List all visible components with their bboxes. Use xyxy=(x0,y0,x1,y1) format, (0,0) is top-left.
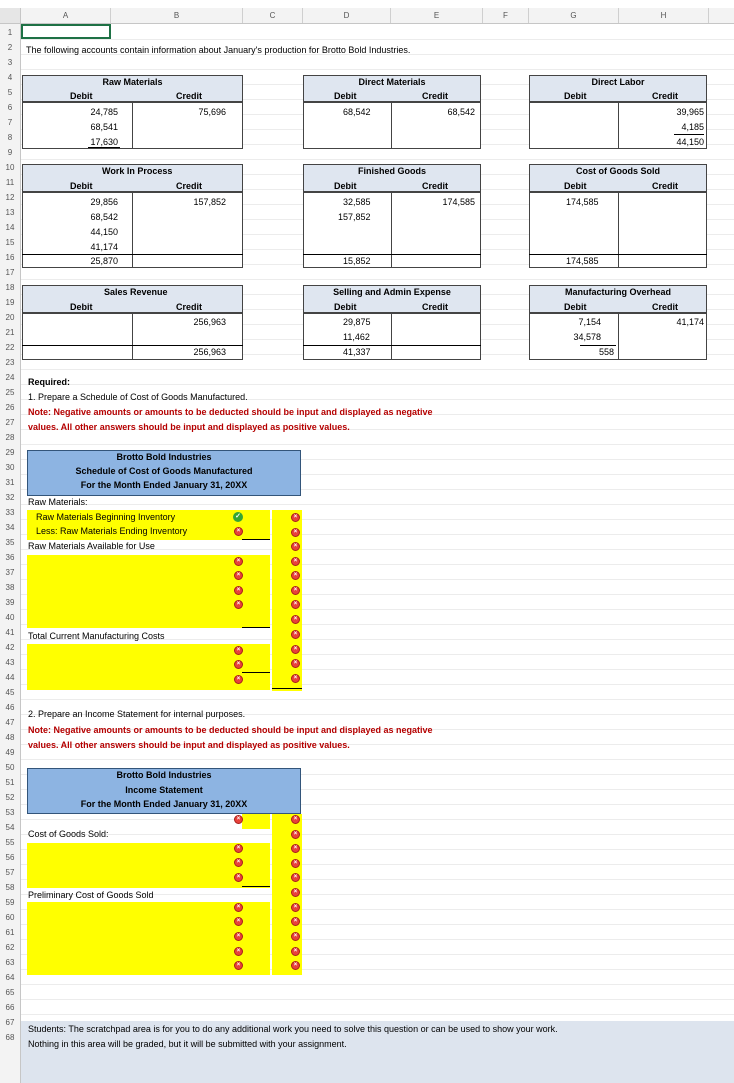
selling-admin-debit-2: 11,462 xyxy=(343,332,370,342)
row-gridline xyxy=(21,759,734,760)
x-circle-icon: × xyxy=(234,675,243,684)
row-gridline xyxy=(21,999,734,1000)
x-circle-icon: × xyxy=(234,932,243,941)
raw-materials-debit-2: 68,541 xyxy=(90,122,118,132)
question-2-text: 2. Prepare an Income Statement for internal purposes. xyxy=(28,709,246,719)
select-all-corner[interactable] xyxy=(0,8,21,23)
x-circle-icon: × xyxy=(291,859,300,868)
row-number[interactable]: 65 xyxy=(5,988,15,997)
raw-materials-underline xyxy=(88,147,120,148)
row-number[interactable]: 1 xyxy=(7,28,13,37)
x-circle-icon: × xyxy=(234,571,243,580)
row-number[interactable]: 19 xyxy=(5,298,15,307)
income-revenue-col1[interactable] xyxy=(242,814,270,829)
row-number[interactable]: 54 xyxy=(5,823,15,832)
direct-labor-credit-2: 4,185 xyxy=(681,122,704,132)
finished-goods-debit-1: 32,585 xyxy=(343,197,371,207)
row-number[interactable]: 21 xyxy=(5,328,15,337)
row-gridline xyxy=(21,504,734,505)
row-number[interactable]: 53 xyxy=(5,808,15,817)
row-gridline xyxy=(21,369,734,370)
schedule-underline-2 xyxy=(242,627,270,628)
row-number[interactable]: 11 xyxy=(5,178,15,187)
x-circle-icon: × xyxy=(291,557,300,566)
mfg-overhead-debit-1: 7,154 xyxy=(578,317,601,327)
x-circle-icon: × xyxy=(291,659,300,668)
row-number[interactable]: 60 xyxy=(5,913,15,922)
x-circle-icon: × xyxy=(234,660,243,669)
sales-revenue-debit-label: Debit xyxy=(70,302,93,312)
raw-materials-credit-label: Credit xyxy=(176,91,203,101)
row-number[interactable]: 34 xyxy=(5,523,15,532)
direct-materials-credit-label: Credit xyxy=(422,91,449,101)
raw-materials-credit-1: 75,696 xyxy=(198,107,226,117)
row-number[interactable]: 20 xyxy=(5,313,15,322)
row-number[interactable]: 57 xyxy=(5,868,15,877)
row-number[interactable]: 29 xyxy=(5,448,15,457)
row-number[interactable]: 36 xyxy=(5,553,15,562)
direct-materials-credit-1: 68,542 xyxy=(447,107,475,117)
row-number[interactable]: 46 xyxy=(5,703,15,712)
mfg-overhead-credit-label: Credit xyxy=(652,302,679,312)
x-circle-icon: × xyxy=(291,674,300,683)
row-number[interactable]: 44 xyxy=(5,673,15,682)
column-header-e[interactable]: E xyxy=(391,8,483,23)
check-circle-icon: ✓ xyxy=(233,512,243,522)
wip-debit-3: 44,150 xyxy=(90,227,118,237)
row-number[interactable]: 48 xyxy=(5,733,15,742)
scratchpad-line-1: Students: The scratchpad area is for you to do any additional work you need to solve this question or can be used to show your work. xyxy=(28,1024,558,1034)
question-1-text: 1. Prepare a Schedule of Cost of Goods Manufactured. xyxy=(28,392,248,402)
wip-debit-4: 41,174 xyxy=(90,242,118,252)
x-circle-icon: × xyxy=(291,815,300,824)
column-header-a[interactable]: A xyxy=(21,8,111,23)
cogs-debit-2: 174,585 xyxy=(566,256,599,266)
x-circle-icon: × xyxy=(234,961,243,970)
row-number[interactable]: 61 xyxy=(5,928,15,937)
x-circle-icon: × xyxy=(291,844,300,853)
schedule-period: For the Month Ended January 31, 20XX xyxy=(80,480,248,490)
direct-labor-credit-3: 44,150 xyxy=(676,137,704,147)
row-number[interactable]: 63 xyxy=(5,958,15,967)
direct-materials-debit-label: Debit xyxy=(334,91,357,101)
sales-revenue-debit-box xyxy=(22,313,133,360)
x-circle-icon: × xyxy=(291,888,300,897)
schedule-underline-1 xyxy=(242,539,270,540)
x-circle-icon: × xyxy=(234,646,243,655)
schedule-rm-available: Raw Materials Available for Use xyxy=(28,541,155,551)
row-number[interactable]: 50 xyxy=(5,763,15,772)
x-circle-icon: × xyxy=(234,815,243,824)
row-number[interactable]: 42 xyxy=(5,643,15,652)
selling-admin-debit-1: 29,875 xyxy=(343,317,371,327)
income-cogs-label: Cost of Goods Sold: xyxy=(28,829,109,839)
x-circle-icon: × xyxy=(291,630,300,639)
selling-admin-total-line xyxy=(303,345,481,346)
finished-goods-debit-label: Debit xyxy=(334,181,357,191)
mfg-overhead-debit-3: 558 xyxy=(598,347,614,357)
direct-labor-debit-box xyxy=(529,102,619,149)
column-header-c[interactable]: C xyxy=(243,8,303,23)
x-circle-icon: × xyxy=(291,542,300,551)
x-circle-icon: × xyxy=(291,961,300,970)
row-number[interactable]: 64 xyxy=(5,973,15,982)
raw-materials-debit-label: Debit xyxy=(70,91,93,101)
sales-revenue-credit-1: 256,963 xyxy=(193,317,226,327)
row-number[interactable]: 18 xyxy=(5,283,15,292)
column-header-f[interactable]: F xyxy=(483,8,529,23)
cogs-debit-label: Debit xyxy=(564,181,587,191)
x-circle-icon: × xyxy=(234,858,243,867)
schedule-raw-materials-label: Raw Materials: xyxy=(28,497,88,507)
row-number[interactable]: 30 xyxy=(5,463,15,472)
x-circle-icon: × xyxy=(291,528,300,537)
x-circle-icon: × xyxy=(234,586,243,595)
note-1-line-2: values. All other answers should be input and displayed as positive values. xyxy=(28,422,350,432)
column-header-h[interactable]: H xyxy=(619,8,709,23)
x-circle-icon: × xyxy=(234,903,243,912)
row-number[interactable]: 45 xyxy=(5,688,15,697)
row-number[interactable]: 13 xyxy=(5,208,15,217)
finished-goods-debit-2: 157,852 xyxy=(338,212,371,222)
direct-materials-debit-1: 68,542 xyxy=(343,107,371,117)
row-number[interactable]: 39 xyxy=(5,598,15,607)
row-number[interactable]: 12 xyxy=(5,193,15,202)
finished-goods-total-line xyxy=(303,254,481,255)
cogs-credit-label: Credit xyxy=(652,181,679,191)
x-circle-icon: × xyxy=(291,903,300,912)
row-gridline xyxy=(21,279,734,280)
note-1-line-1: Note: Negative amounts or amounts to be deducted should be input and displayed as negative xyxy=(28,407,433,417)
x-circle-icon: × xyxy=(234,917,243,926)
selling-admin-debit-label: Debit xyxy=(334,302,357,312)
sales-revenue-title: Sales Revenue xyxy=(104,287,168,297)
row-number[interactable]: 67 xyxy=(5,1018,15,1027)
x-circle-icon: × xyxy=(291,571,300,580)
row-number[interactable]: 15 xyxy=(5,238,15,247)
finished-goods-title: Finished Goods xyxy=(357,166,426,176)
x-circle-icon: × xyxy=(291,873,300,882)
mfg-overhead-debit-label: Debit xyxy=(564,302,587,312)
selected-cell-a1[interactable] xyxy=(21,24,111,39)
finished-goods-debit-3: 15,852 xyxy=(343,256,371,266)
cogs-total-line xyxy=(529,254,707,255)
row-number[interactable]: 8 xyxy=(7,133,13,142)
schedule-title: Schedule of Cost of Goods Manufactured xyxy=(75,466,253,476)
schedule-company: Brotto Bold Industries xyxy=(116,452,212,462)
wip-debit-label: Debit xyxy=(70,181,93,191)
row-number[interactable]: 25 xyxy=(5,388,15,397)
wip-credit-1: 157,852 xyxy=(193,197,226,207)
direct-labor-debit-label: Debit xyxy=(564,91,587,101)
row-gridline xyxy=(21,384,734,385)
x-circle-icon: × xyxy=(291,645,300,654)
row-gridline xyxy=(21,39,734,40)
row-number[interactable]: 6 xyxy=(7,103,13,112)
selling-admin-credit-label: Credit xyxy=(422,302,449,312)
x-circle-icon: × xyxy=(234,844,243,853)
selling-admin-debit-3: 41,337 xyxy=(343,347,371,357)
row-number[interactable]: 14 xyxy=(5,223,15,232)
wip-title: Work In Process xyxy=(102,166,173,176)
schedule-rm-beginning: Raw Materials Beginning Inventory xyxy=(36,512,176,522)
row-number[interactable]: 31 xyxy=(5,478,15,487)
row-number[interactable]: 10 xyxy=(5,163,15,172)
schedule-amount-col1-a[interactable] xyxy=(242,510,270,540)
schedule-underline-4 xyxy=(272,688,302,689)
mfg-overhead-total-line xyxy=(580,345,616,346)
row-number[interactable]: 28 xyxy=(5,433,15,442)
direct-labor-credit-label: Credit xyxy=(652,91,679,101)
direct-labor-underline xyxy=(674,134,704,135)
row-number[interactable]: 41 xyxy=(5,628,15,637)
note-2-line-1: Note: Negative amounts or amounts to be deducted should be input and displayed as negative xyxy=(28,725,433,735)
row-number[interactable]: 58 xyxy=(5,883,15,892)
x-circle-icon: × xyxy=(291,917,300,926)
x-circle-icon: × xyxy=(291,586,300,595)
row-number[interactable]: 37 xyxy=(5,568,15,577)
row-number[interactable]: 24 xyxy=(5,373,15,382)
cogs-title: Cost of Goods Sold xyxy=(576,166,660,176)
scratchpad-line-2: Nothing in this area will be graded, but it will be submitted with your assignment. xyxy=(28,1039,347,1049)
row-number[interactable]: 47 xyxy=(5,718,15,727)
row-number[interactable]: 38 xyxy=(5,583,15,592)
schedule-total-current: Total Current Manufacturing Costs xyxy=(28,631,165,641)
row-number[interactable]: 4 xyxy=(7,73,13,82)
sales-revenue-total-line xyxy=(22,345,243,346)
column-header-g[interactable]: G xyxy=(529,8,619,23)
cogs-credit-box xyxy=(618,192,707,268)
row-gridline xyxy=(21,69,734,70)
income-underline-1 xyxy=(242,886,270,887)
x-circle-icon: × xyxy=(291,830,300,839)
x-circle-icon: × xyxy=(291,513,300,522)
row-gridline xyxy=(21,159,734,160)
cogs-debit-1: 174,585 xyxy=(566,197,599,207)
required-heading: Required: xyxy=(28,377,71,387)
direct-labor-credit-1: 39,965 xyxy=(676,107,704,117)
finished-goods-credit-label: Credit xyxy=(422,181,449,191)
direct-materials-title: Direct Materials xyxy=(358,77,426,87)
wip-credit-label: Credit xyxy=(176,181,203,191)
mfg-overhead-credit-1: 41,174 xyxy=(676,317,704,327)
x-circle-icon: × xyxy=(291,615,300,624)
row-number[interactable]: 5 xyxy=(7,88,13,97)
row-number[interactable]: 62 xyxy=(5,943,15,952)
selling-admin-credit-box xyxy=(391,313,481,360)
income-prelim-label: Preliminary Cost of Goods Sold xyxy=(28,890,154,900)
wip-debit-2: 68,542 xyxy=(90,212,118,222)
intro-text: The following accounts contain information about January's production for Brotto Bold Industries. xyxy=(26,45,411,55)
row-number[interactable]: 40 xyxy=(5,613,15,622)
mfg-overhead-title: Manufacturing Overhead xyxy=(564,287,672,297)
x-circle-icon: × xyxy=(234,527,243,536)
row-number[interactable]: 68 xyxy=(5,1033,15,1042)
row-number[interactable]: 49 xyxy=(5,748,15,757)
mfg-overhead-debit-2: 34,578 xyxy=(573,332,601,342)
column-header-d[interactable]: D xyxy=(303,8,391,23)
row-number[interactable]: 66 xyxy=(5,1003,15,1012)
row-number[interactable]: 33 xyxy=(5,508,15,517)
row-number[interactable]: 55 xyxy=(5,838,15,847)
raw-materials-debit-3: 17,630 xyxy=(90,137,118,147)
row-number[interactable]: 16 xyxy=(5,253,15,262)
row-number[interactable]: 35 xyxy=(5,538,15,547)
x-circle-icon: × xyxy=(291,600,300,609)
schedule-underline-3 xyxy=(242,672,270,673)
row-number[interactable]: 17 xyxy=(5,268,15,277)
x-circle-icon: × xyxy=(234,600,243,609)
row-gridline xyxy=(21,819,734,820)
income-period: For the Month Ended January 31, 20XX xyxy=(80,799,248,809)
finished-goods-credit-1: 174,585 xyxy=(442,197,475,207)
wip-debit-1: 29,856 xyxy=(90,197,118,207)
raw-materials-debit-1: 24,785 xyxy=(90,107,118,117)
row-number[interactable]: 27 xyxy=(5,418,15,427)
schedule-rm-ending: Less: Raw Materials Ending Inventory xyxy=(36,526,188,536)
row-gridline xyxy=(21,984,734,985)
row-number[interactable]: 43 xyxy=(5,658,15,667)
direct-labor-title: Direct Labor xyxy=(591,77,645,87)
row-number[interactable]: 7 xyxy=(7,118,13,127)
sales-revenue-credit-label: Credit xyxy=(176,302,203,312)
x-circle-icon: × xyxy=(234,947,243,956)
x-circle-icon: × xyxy=(234,873,243,882)
row-gridline xyxy=(21,444,734,445)
income-title: Income Statement xyxy=(125,785,203,795)
x-circle-icon: × xyxy=(234,557,243,566)
row-gridline xyxy=(21,834,734,835)
row-number[interactable]: 59 xyxy=(5,898,15,907)
row-number[interactable]: 26 xyxy=(5,403,15,412)
row-number[interactable]: 32 xyxy=(5,493,15,502)
row-gridline xyxy=(21,1014,734,1015)
income-company: Brotto Bold Industries xyxy=(116,770,212,780)
row-number[interactable]: 56 xyxy=(5,853,15,862)
row-number[interactable]: 52 xyxy=(5,793,15,802)
row-number[interactable]: 51 xyxy=(5,778,15,787)
wip-debit-5: 25,870 xyxy=(90,256,118,266)
x-circle-icon: × xyxy=(291,932,300,941)
row-number[interactable]: 23 xyxy=(5,358,15,367)
row-number[interactable]: 9 xyxy=(7,148,13,157)
column-header-b[interactable]: B xyxy=(111,8,243,23)
x-circle-icon: × xyxy=(291,947,300,956)
selling-admin-title: Selling and Admin Expense xyxy=(333,287,451,297)
wip-total-line xyxy=(22,254,243,255)
note-2-line-2: values. All other answers should be input and displayed as positive values. xyxy=(28,740,350,750)
row-number[interactable]: 2 xyxy=(7,43,13,52)
row-number[interactable]: 3 xyxy=(7,58,13,67)
sales-revenue-credit-2: 256,963 xyxy=(193,347,226,357)
raw-materials-title: Raw Materials xyxy=(102,77,163,87)
row-number[interactable]: 22 xyxy=(5,343,15,352)
row-gridline xyxy=(21,699,734,700)
